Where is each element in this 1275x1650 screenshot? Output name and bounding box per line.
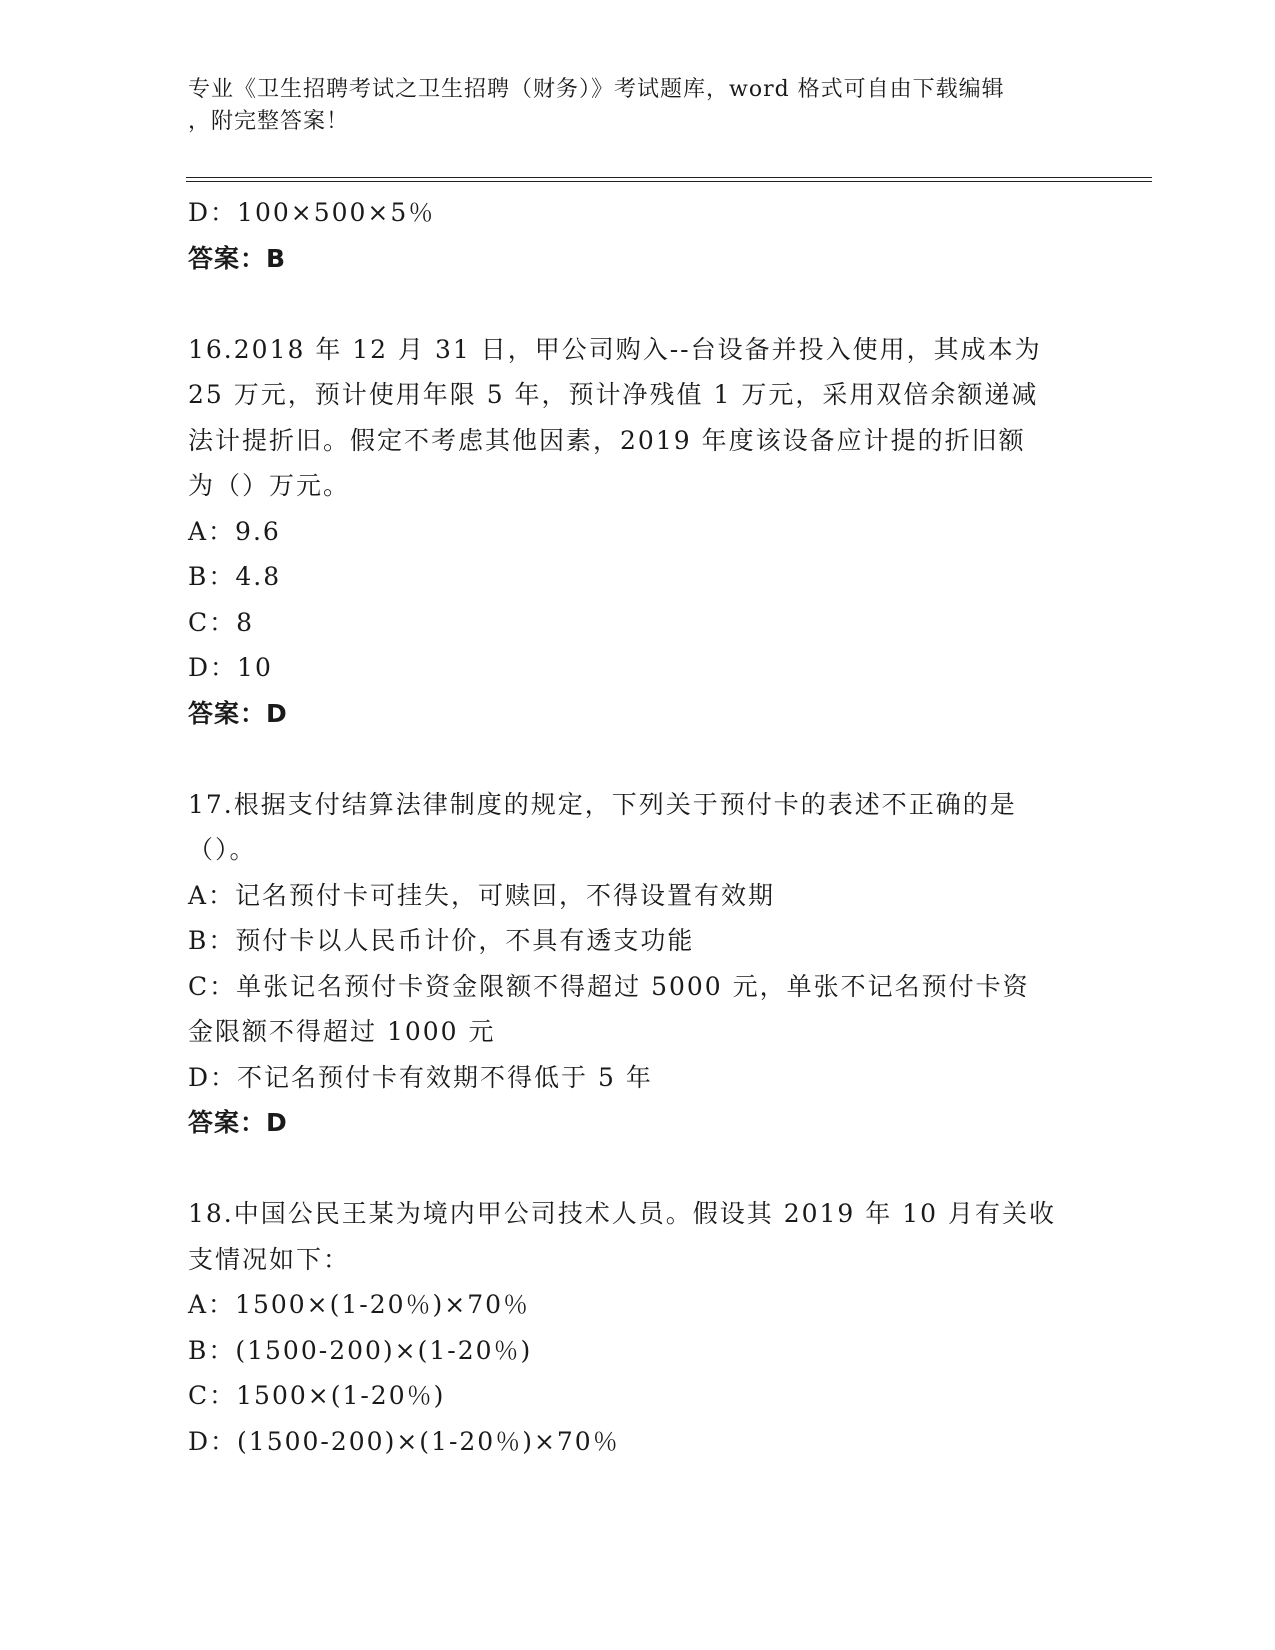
- q16-stem-line: 25 万元，预计使用年限 5 年，预计净残值 1 万元，采用双倍余额递减: [188, 380, 1039, 409]
- question-17: [188, 782, 1088, 1146]
- q16-option-d: D：10: [188, 653, 273, 682]
- q16-answer: 答案：D: [188, 698, 288, 728]
- q17-option-d: D：不记名预付卡有效期不得低于 5 年: [188, 1062, 653, 1092]
- q16-option-b: B：4.8: [188, 562, 282, 591]
- header-rule-top: [186, 177, 1152, 178]
- q16-stem-line: 为（）万元。: [188, 471, 351, 500]
- q17-stem-line: （）。: [188, 835, 257, 864]
- q15-answer: 答案：B: [188, 243, 287, 273]
- spacer: [188, 281, 1088, 327]
- q16-option-c: C：8: [188, 607, 255, 637]
- spacer: [188, 1146, 1088, 1192]
- document-header: [188, 74, 1068, 138]
- q17-stem-line: 17.根据支付结算法律制度的规定，下列关于预付卡的表述不正确的是: [188, 789, 1017, 819]
- question-content: [188, 190, 1088, 1464]
- q18-stem-line: 支情况如下：: [188, 1244, 351, 1274]
- header-rule-bottom: [186, 181, 1152, 182]
- q17-option-c: C：单张记名预付卡资金限额不得超过 5000 元，单张不记名预付卡资: [188, 971, 1030, 1001]
- q18-option-b: B：(1500-200)×(1-20％): [188, 1335, 533, 1365]
- q18-option-c: C：1500×(1-20％): [188, 1381, 446, 1410]
- q17-option-a: A：记名预付卡可挂失，可赎回，不得设置有效期: [188, 880, 776, 910]
- q16-stem-line: 法计提折旧。假定不考虑其他因素，2019 年度该设备应计提的折旧额: [188, 425, 1026, 455]
- question-18: [188, 1191, 1088, 1464]
- q16-option-a: A：9.6: [188, 516, 281, 546]
- question-16: [188, 327, 1088, 737]
- header-line-1: 专业《卫生招聘考试之卫生招聘（财务）》考试题库，word 格式可自由下载编辑: [188, 77, 1005, 102]
- header-line-2: ，附完整答案！: [188, 109, 350, 134]
- q18-stem-line: 18.中国公民王某为境内甲公司技术人员。假设其 2019 年 10 月有关收: [188, 1199, 1056, 1228]
- q16-stem-line: 16.2018 年 12 月 31 日，甲公司购入--台设备并投入使用，其成本为: [188, 334, 1042, 364]
- question-15-tail: [188, 190, 1088, 281]
- q17-option-c-cont: 金限额不得超过 1000 元: [188, 1017, 496, 1046]
- q17-option-b: B：预付卡以人民币计价，不具有透支功能: [188, 926, 695, 955]
- spacer: [188, 736, 1088, 782]
- q15-option-d: D：100×500×5％: [188, 198, 436, 227]
- q18-option-d: D：(1500-200)×(1-20％)×70％: [188, 1426, 620, 1456]
- q17-answer: 答案：D: [188, 1108, 288, 1137]
- q18-option-a: A：1500×(1-20％)×70％: [188, 1290, 531, 1319]
